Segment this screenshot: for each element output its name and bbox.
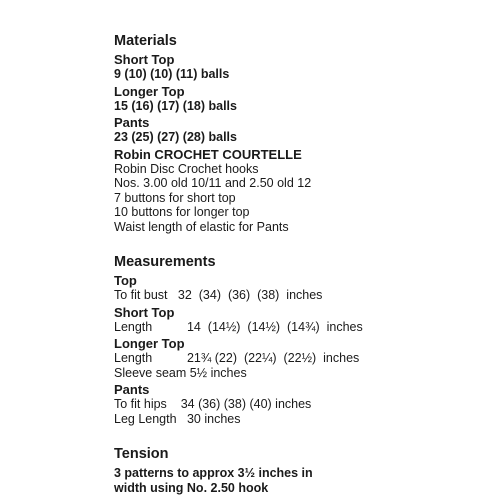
measurements-group-longer-top — [114, 337, 484, 380]
materials-line: Nos. 3.00 old 10/11 and 2.50 old 12 — [114, 176, 312, 190]
group-heading: Short Top — [114, 304, 175, 320]
group-line: Sleeve seam 5½ inches — [114, 365, 247, 380]
materials-line: Waist length of elastic for Pants — [114, 219, 289, 234]
materials-group-short-top — [114, 53, 484, 82]
measurements-group-pants — [114, 383, 484, 426]
group-line: 15 (16) (17) (18) balls — [114, 98, 237, 113]
pattern-page — [114, 33, 484, 495]
group-heading: Top — [114, 273, 137, 288]
materials-group-pants — [114, 116, 484, 145]
group-line: To fit hips 34 (36) (38) (40) inches — [114, 397, 312, 411]
materials-line: 7 buttons for short top — [114, 190, 236, 205]
group-line: Length 21¾ (22) (22¼) (22½) inches — [114, 351, 360, 365]
measurements-group-top — [114, 274, 484, 303]
tension-line: width using No. 2.50 hook — [114, 480, 269, 495]
group-line: 9 (10) (10) (11) balls — [114, 67, 230, 81]
materials-group-longer-top — [114, 85, 484, 114]
yarn-brand: Robin CROCHET COURTELLE — [114, 146, 302, 162]
tension-title: Tension — [114, 446, 169, 462]
group-heading: Pants — [114, 382, 150, 397]
group-heading: Longer Top — [114, 336, 185, 351]
materials-line: 10 buttons for longer top — [114, 205, 250, 219]
group-heading: Pants — [114, 115, 150, 130]
group-line: To fit bust 32 (34) (36) (38) inches — [114, 288, 323, 302]
tension-line: 3 patterns to approx 3½ inches in — [114, 466, 313, 480]
measurements-title: Measurements — [114, 254, 216, 270]
group-heading: Short Top — [114, 52, 175, 67]
tension-section — [114, 446, 484, 495]
group-line: Length 14 (14½) (14½) (14¾) inches — [114, 319, 363, 334]
measurements-section — [114, 254, 484, 426]
materials-line: Robin Disc Crochet hooks — [114, 161, 259, 176]
group-heading: Longer Top — [114, 83, 185, 99]
materials-section — [114, 33, 484, 234]
measurements-group-short-top — [114, 306, 484, 335]
group-line: Leg Length 30 inches — [114, 411, 241, 426]
group-line: 23 (25) (27) (28) balls — [114, 130, 237, 144]
materials-title: Materials — [114, 33, 177, 49]
